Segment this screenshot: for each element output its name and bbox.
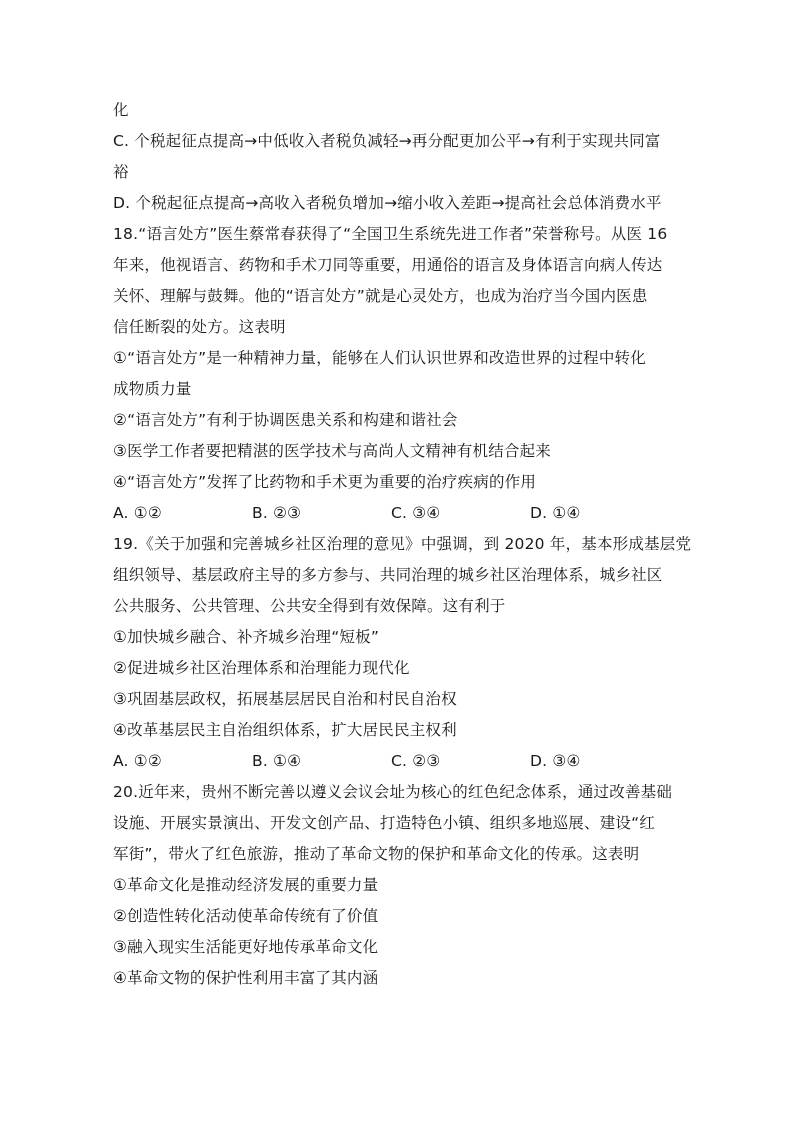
q19-option-b: B. ①④ <box>252 752 302 770</box>
q18-statement-2: ②“语言处方”有利于协调医患关系和构建和谐社会 <box>113 411 458 429</box>
q20-stem-line: 设施、开展实景演出、开发文创产品、打造特色小镇、组织多地巡展、建设“红 <box>113 814 656 832</box>
q20-statement-2: ②创造性转化活动使革命传统有了价值 <box>113 907 379 925</box>
q20-statement-3: ③融入现实生活能更好地传承革命文化 <box>113 938 379 956</box>
q18-option-a: A. ①② <box>113 504 162 522</box>
q19-option-a: A. ①② <box>113 752 162 770</box>
question-18 <box>113 219 683 529</box>
q19-stem-line: 公共服务、公共管理、公共安全得到有效保障。这有利于 <box>113 597 506 615</box>
q18-options <box>113 498 683 529</box>
q20-statement-1: ①革命文化是推动经济发展的重要力量 <box>113 876 379 894</box>
page-content <box>113 95 692 994</box>
continuation-line: 化 <box>113 101 129 119</box>
q20-stem-line: 20.近年来，贵州不断完善以遵义会议会址为核心的红色纪念体系，通过改善基础 <box>113 783 673 801</box>
q19-statement-1: ①加快城乡融合、补齐城乡治理“短板” <box>113 628 380 646</box>
q19-statement-4: ④改革基层民主自治组织体系，扩大居民民主权利 <box>113 721 457 739</box>
q18-statement-3: ③医学工作者要把精湛的医学技术与高尚人文精神有机结合起来 <box>113 442 551 460</box>
q19-stem-line: 组织领导、基层政府主导的多方参与、共同治理的城乡社区治理体系，城乡社区 <box>113 566 663 584</box>
q19-statement-3: ③巩固基层政权，拓展基层居民自治和村民自治权 <box>113 690 457 708</box>
q17-option-c: C. 个税起征点提高→中低收入者税负减轻→再分配更加公平→有利于实现共同富 <box>113 132 661 150</box>
q18-statement-1: ①“语言处方”是一种精神力量，能够在人们认识世界和改造世界的过程中转化 <box>113 349 646 367</box>
q18-option-b: B. ②③ <box>252 504 302 522</box>
q19-option-c: C. ②③ <box>391 752 441 770</box>
q17-option-d: D. 个税起征点提高→高收入者税负增加→缩小收入差距→提高社会总体消费水平 <box>113 194 662 212</box>
q18-stem-line: 关怀、理解与鼓舞。他的“语言处方”就是心灵处方，也成为治疗当今国内医患 <box>113 287 648 305</box>
q17-option-c-wrap: 裕 <box>113 163 129 181</box>
q17-continuation <box>113 95 683 219</box>
question-19 <box>113 529 692 777</box>
q18-stem-line: 信任断裂的处方。这表明 <box>113 318 286 336</box>
q19-option-d: D. ③④ <box>530 752 581 770</box>
q18-option-d: D. ①④ <box>530 504 581 522</box>
question-20 <box>113 777 683 994</box>
q20-stem-line: 军街”，带火了红色旅游，推动了革命文物的保护和革命文化的传承。这表明 <box>113 845 640 863</box>
q18-stem-line: 18.“语言处方”医生蔡常春获得了“全国卫生系统先进工作者”荣誉称号。从医 16 <box>113 225 668 243</box>
q19-options <box>113 746 683 777</box>
q18-statement-4: ④“语言处方”发挥了比药物和手术更为重要的治疗疾病的作用 <box>113 473 537 491</box>
q19-stem-line: 19.《关于加强和完善城乡社区治理的意见》中强调，到 2020 年，基本形成基层党 <box>113 535 692 553</box>
q20-statement-4: ④革命文物的保护性利用丰富了其内涵 <box>113 969 379 987</box>
q18-stem-line: 年来，他视语言、药物和手术刀同等重要，用通俗的语言及身体语言向病人传达 <box>113 256 663 274</box>
q19-statement-2: ②促进城乡社区治理体系和治理能力现代化 <box>113 659 410 677</box>
q18-option-c: C. ③④ <box>391 504 441 522</box>
q18-statement-1-wrap: 成物质力量 <box>113 380 192 398</box>
